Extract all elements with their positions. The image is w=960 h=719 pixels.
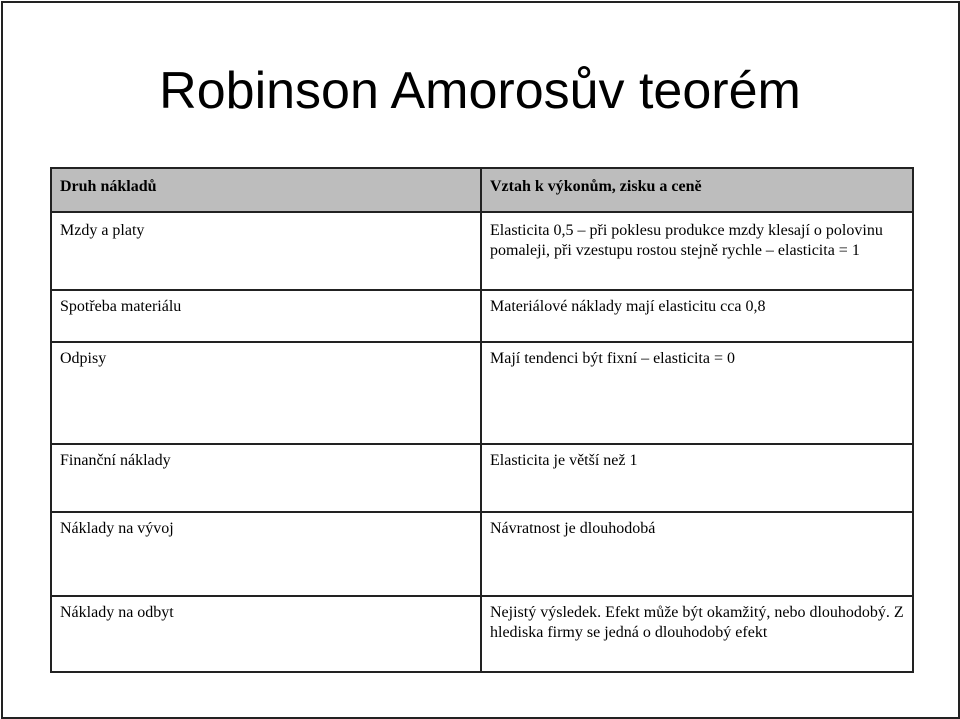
table-header-row [51,168,913,212]
table-row [51,342,913,444]
header-cost-type: Druh nákladů [51,168,481,212]
table-row [51,444,913,512]
relation-cell: Nejistý výsledek. Efekt může být okamžitý, nebo dlouhodobý. Z hlediska firmy se jedná o dlouhodobý efekt [481,596,913,672]
relation-cell: Materiálové náklady mají elasticitu cca 0,8 [481,290,913,342]
cost-type-cell: Odpisy [51,342,481,444]
table-row [51,212,913,290]
table-row [51,596,913,672]
relation-cell: Mají tendenci být fixní – elasticita = 0 [481,342,913,444]
cost-type-cell: Náklady na vývoj [51,512,481,596]
cost-type-cell: Náklady na odbyt [51,596,481,672]
cost-elasticity-table [50,167,914,673]
relation-cell: Elasticita 0,5 – při poklesu produkce mzdy klesají o polovinu pomaleji, při vzestupu rostou stejně rychle – elasticita = 1 [481,212,913,290]
cost-type-cell: Mzdy a platy [51,212,481,290]
relation-cell: Návratnost je dlouhodobá [481,512,913,596]
page-title: Robinson Amorosův teorém [159,62,801,120]
table-row [51,290,913,342]
table-row [51,512,913,596]
cost-type-cell: Spotřeba materiálu [51,290,481,342]
cost-type-cell: Finanční náklady [51,444,481,512]
relation-cell: Elasticita je větší než 1 [481,444,913,512]
header-relation: Vztah k výkonům, zisku a ceně [481,168,913,212]
